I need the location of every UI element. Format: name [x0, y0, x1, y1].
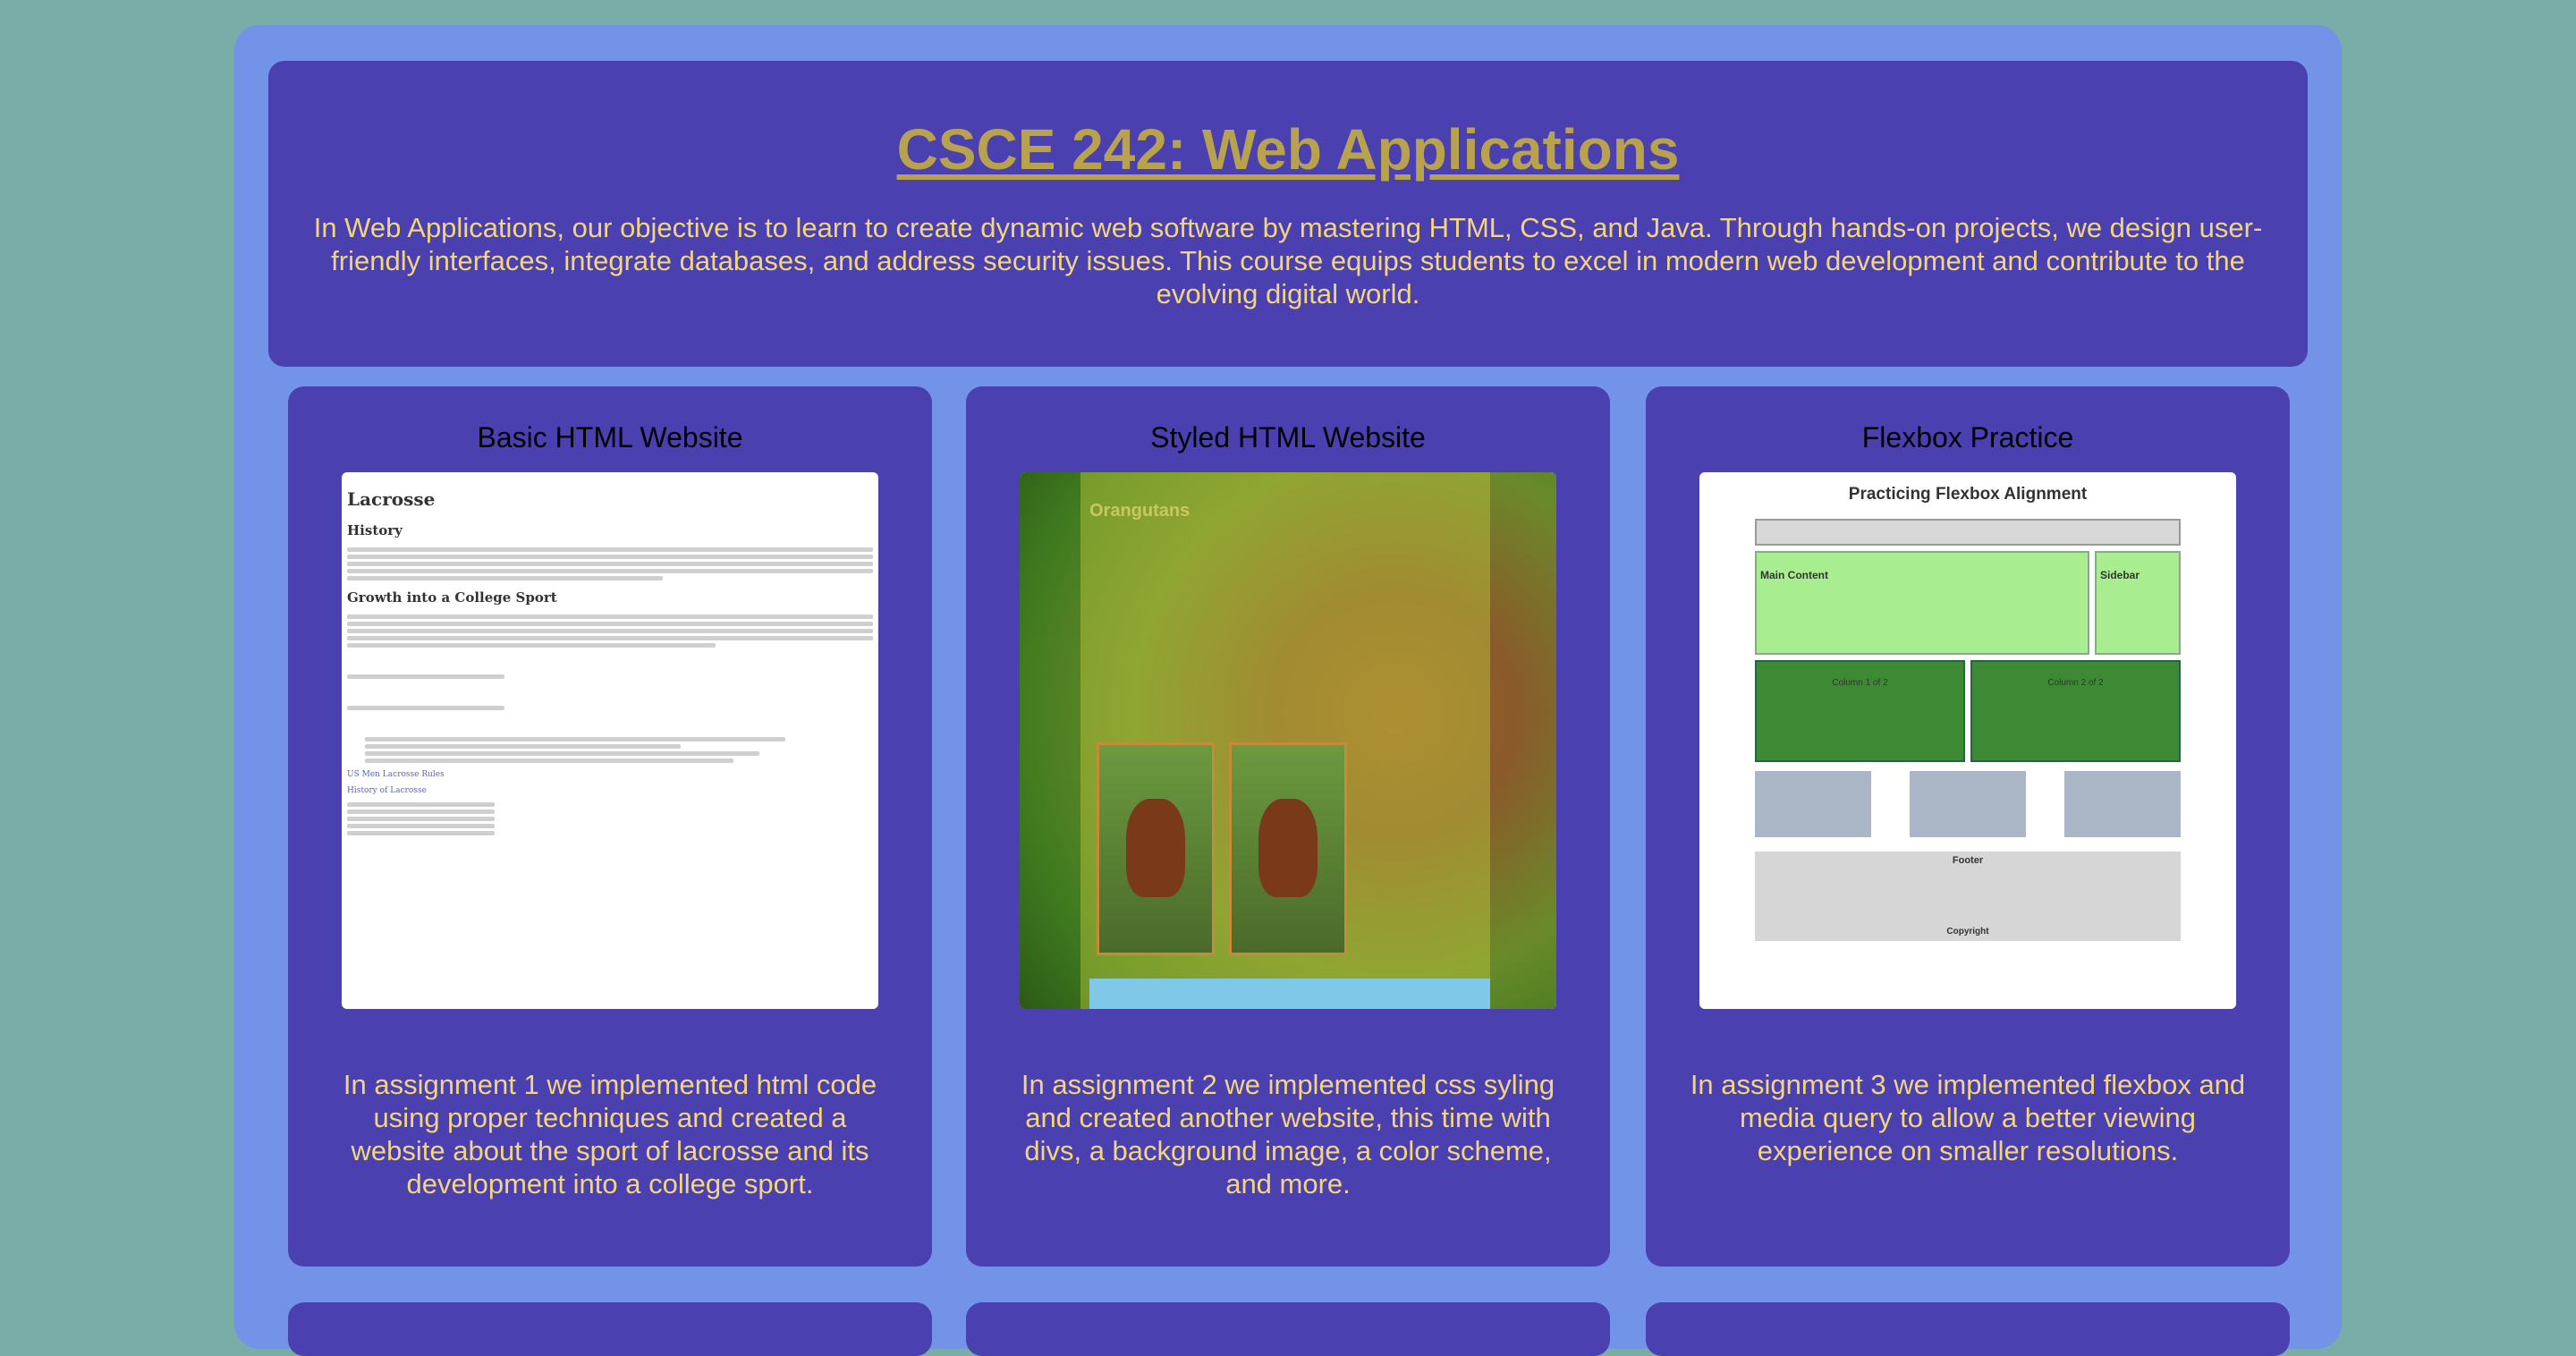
thumb-column: Column 1 of 2: [1755, 660, 1965, 762]
thumb-sidebar: Sidebar: [2095, 551, 2181, 655]
project-card-basic-html: [288, 386, 932, 1267]
thumb-table: [1089, 979, 1490, 1009]
card-title: Basic HTML Website: [477, 421, 743, 453]
card-description: In assignment 1 we implemented html code using proper techniques and created a website about the sport of lacrosse and its development into a college sport.: [343, 1069, 877, 1199]
thumb-link: History of Lacrosse: [347, 786, 427, 795]
project-thumbnail[interactable]: [1699, 472, 2236, 1009]
project-card-peek: [288, 1302, 932, 1356]
thumb-link: US Men Lacrosse Rules: [347, 770, 445, 779]
project-card-peek: [1646, 1302, 2290, 1356]
project-card-styled-html: [966, 386, 1610, 1267]
project-thumbnail[interactable]: [342, 472, 878, 1009]
thumb-heading: Lacrosse: [347, 488, 436, 510]
thumb-column: Column 2 of 2: [1970, 660, 2181, 762]
thumb-section: Growth into a College Sport: [347, 589, 557, 606]
card-title: Flexbox Practice: [1861, 421, 2074, 453]
project-card-peek: [966, 1302, 1610, 1356]
course-header: [268, 61, 2308, 367]
orangutan-photo: [1229, 742, 1347, 955]
card-description: In assignment 2 we implemented css syling and created another website, this time with divs, a background image, a color scheme, and more.: [1021, 1069, 1555, 1199]
card-description: In assignment 3 we implemented flexbox and media query to allow a better viewing experience on smaller resolutions.: [1690, 1069, 2246, 1166]
page-title[interactable]: CSCE 242: Web Applications: [896, 117, 1680, 182]
card-title: Styled HTML Website: [1150, 421, 1426, 453]
thumb-heading: Practicing Flexbox Alignment: [1848, 485, 2088, 504]
thumb-section: History: [347, 522, 402, 538]
thumb-heading: Orangutans: [1089, 501, 1191, 521]
project-thumbnail[interactable]: [1020, 472, 1556, 1009]
course-intro: In Web Applications, our objective is to learn to create dynamic web software by mastering HTML, CSS, and Java. Through hands-on projects, we design user-friendly interfaces, integrate databases, and address security issues. This course equips students to excel in modern web development and contribute to the evolving digital world.: [313, 212, 2263, 310]
orangutan-photo: [1097, 742, 1215, 955]
thumb-nav: [1755, 519, 2181, 546]
thumb-footer: Footer Copyright: [1755, 852, 2181, 941]
project-card-flexbox: [1646, 386, 2290, 1267]
thumb-main: Main Content: [1755, 551, 2089, 655]
